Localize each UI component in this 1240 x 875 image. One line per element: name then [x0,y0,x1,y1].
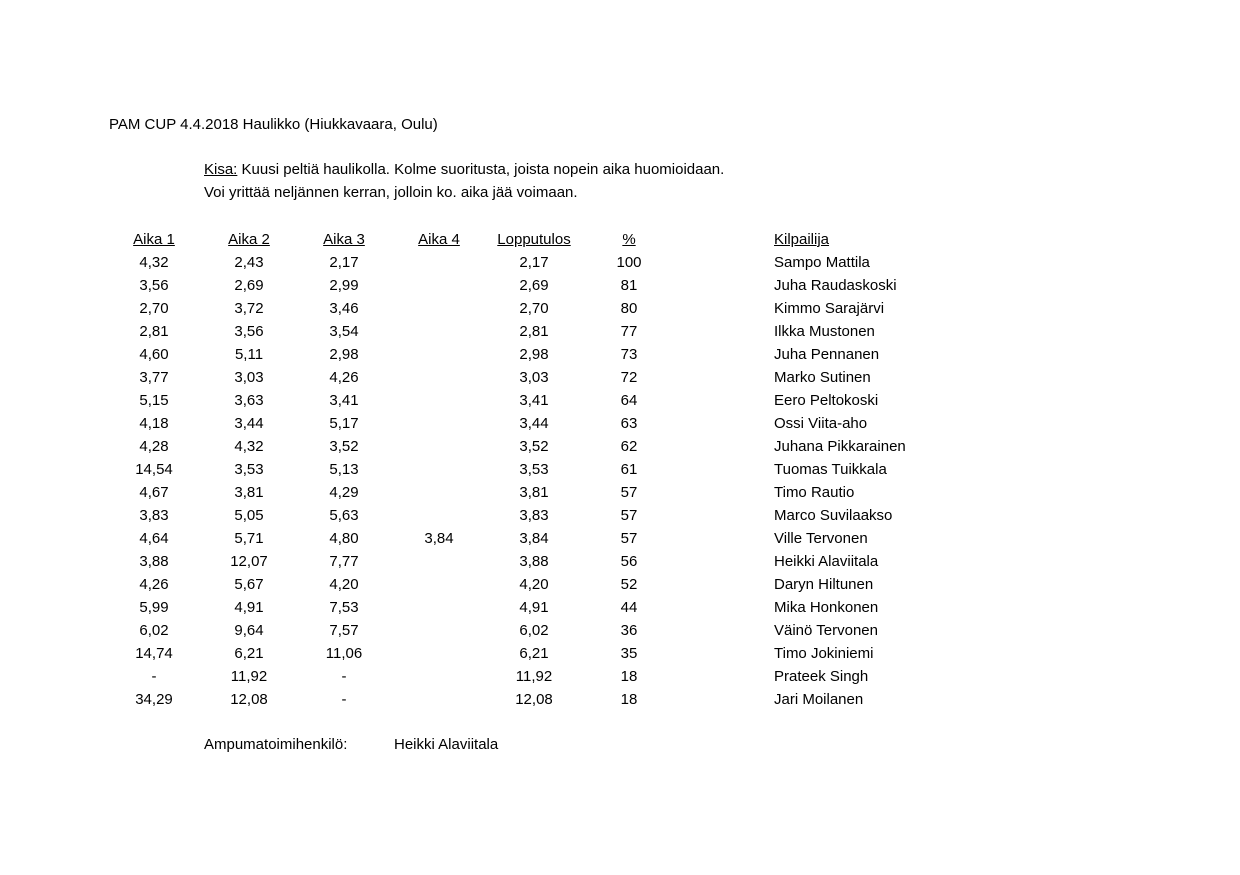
cell-aika-2: 11,92 [230,668,268,685]
table-row [0,690,1240,713]
cell-percent: 18 [620,691,638,708]
cell-aika-1: 3,77 [139,369,169,386]
cell-aika-3: 7,77 [329,553,359,570]
cell-lopputulos: 3,81 [519,484,549,501]
cell-aika-2: 12,08 [230,691,268,708]
cell-lopputulos: 4,91 [519,599,549,616]
table-row [0,483,1240,506]
table-row [0,414,1240,437]
cell-percent: 63 [620,415,638,432]
cell-kilpailija: Juha Pennanen [774,346,880,363]
cell-aika-1: - [151,668,157,685]
table-row [0,276,1240,299]
cell-lopputulos: 4,20 [519,576,549,593]
cell-aika-2: 3,53 [234,461,264,478]
cell-lopputulos: 2,98 [519,346,549,363]
cell-aika-2: 4,32 [234,438,264,455]
table-row [0,437,1240,460]
cell-lopputulos: 2,70 [519,300,549,317]
cell-aika-1: 6,02 [139,622,169,639]
cell-aika-1: 2,81 [139,323,169,340]
cell-kilpailija: Jari Moilanen [774,691,864,708]
cell-lopputulos: 11,92 [515,668,553,685]
cell-aika-2: 12,07 [230,553,268,570]
cell-percent: 36 [620,622,638,639]
cell-percent: 72 [620,369,638,386]
cell-kilpailija: Ossi Viita-aho [774,415,868,432]
page-title: PAM CUP 4.4.2018 Haulikko (Hiukkavaara, Oulu) [109,116,438,133]
cell-lopputulos: 6,02 [519,622,549,639]
table-row [0,552,1240,575]
cell-lopputulos: 3,84 [519,530,549,547]
cell-aika-3: 4,80 [329,530,359,547]
header-percent: % [622,231,636,248]
cell-kilpailija: Väinö Tervonen [774,622,878,639]
cell-percent: 57 [620,507,638,524]
cell-aika-3: 4,20 [329,576,359,593]
cell-aika-3: 3,46 [329,300,359,317]
cell-lopputulos: 3,53 [519,461,549,478]
table-row [0,667,1240,690]
header-aika-3: Aika 3 [323,231,365,248]
cell-percent: 80 [620,300,638,317]
cell-lopputulos: 3,52 [519,438,549,455]
cell-percent: 64 [620,392,638,409]
cell-aika-3: 5,17 [329,415,359,432]
cell-kilpailija: Juha Raudaskoski [774,277,897,294]
cell-aika-2: 3,72 [234,300,264,317]
cell-aika-1: 3,56 [139,277,169,294]
cell-aika-2: 9,64 [234,622,264,639]
cell-kilpailija: Marco Suvilaakso [774,507,893,524]
cell-percent: 18 [620,668,638,685]
cell-aika-3: 5,13 [329,461,359,478]
official-label: Ampumatoimihenkilö: [204,736,348,753]
table-row [0,575,1240,598]
cell-kilpailija: Mika Honkonen [774,599,879,616]
cell-aika-1: 3,88 [139,553,169,570]
table-header-row [0,230,1240,253]
cell-lopputulos: 6,21 [519,645,549,662]
cell-aika-3: 3,54 [329,323,359,340]
table-row [0,644,1240,667]
cell-aika-3: - [341,691,347,708]
table-row [0,299,1240,322]
cell-aika-3: 4,29 [329,484,359,501]
cell-percent: 100 [616,254,642,271]
cell-lopputulos: 2,81 [519,323,549,340]
cell-kilpailija: Prateek Singh [774,668,869,685]
cell-aika-3: 2,98 [329,346,359,363]
cell-aika-2: 5,67 [234,576,264,593]
cell-lopputulos: 2,69 [519,277,549,294]
table-row [0,368,1240,391]
header-aika-4: Aika 4 [418,231,460,248]
cell-aika-4: 3,84 [424,530,454,547]
cell-aika-1: 34,29 [135,691,173,708]
table-row [0,529,1240,552]
table-row [0,391,1240,414]
cell-lopputulos: 3,44 [519,415,549,432]
cell-aika-2: 4,91 [234,599,264,616]
cell-aika-3: 3,41 [329,392,359,409]
cell-kilpailija: Juhana Pikkarainen [774,438,906,455]
cell-lopputulos: 3,88 [519,553,549,570]
cell-aika-2: 3,03 [234,369,264,386]
description-label: Kisa: [204,161,238,178]
cell-lopputulos: 3,83 [519,507,549,524]
cell-lopputulos: 3,41 [519,392,549,409]
header-lopputulos: Lopputulos [497,231,571,248]
cell-aika-3: - [341,668,347,685]
cell-aika-2: 3,44 [234,415,264,432]
cell-lopputulos: 12,08 [515,691,553,708]
cell-percent: 77 [620,323,638,340]
cell-aika-3: 5,63 [329,507,359,524]
cell-aika-3: 3,52 [329,438,359,455]
cell-aika-1: 4,28 [139,438,169,455]
cell-percent: 73 [620,346,638,363]
table-row [0,506,1240,529]
cell-percent: 81 [620,277,638,294]
cell-aika-1: 4,32 [139,254,169,271]
cell-aika-2: 5,11 [234,346,264,363]
cell-aika-3: 11,06 [325,645,363,662]
cell-aika-3: 4,26 [329,369,359,386]
cell-kilpailija: Kimmo Sarajärvi [774,300,885,317]
official-name: Heikki Alaviitala [394,736,499,753]
cell-aika-2: 3,56 [234,323,264,340]
cell-aika-2: 2,43 [234,254,264,271]
cell-aika-2: 3,81 [234,484,264,501]
cell-kilpailija: Tuomas Tuikkala [774,461,887,478]
cell-aika-1: 2,70 [139,300,169,317]
cell-aika-2: 5,05 [234,507,264,524]
cell-aika-3: 2,17 [329,254,359,271]
cell-aika-1: 5,15 [139,392,169,409]
table-row [0,621,1240,644]
cell-percent: 56 [620,553,638,570]
cell-percent: 57 [620,484,638,501]
table-row [0,598,1240,621]
cell-kilpailija: Timo Jokiniemi [774,645,874,662]
results-table [0,230,1240,713]
cell-kilpailija: Eero Peltokoski [774,392,879,409]
cell-kilpailija: Timo Rautio [774,484,855,501]
header-kilpailija: Kilpailija [774,231,830,248]
table-row [0,253,1240,276]
cell-aika-2: 6,21 [234,645,264,662]
cell-percent: 62 [620,438,638,455]
table-row [0,460,1240,483]
cell-kilpailija: Ilkka Mustonen [774,323,875,340]
cell-aika-1: 4,60 [139,346,169,363]
cell-kilpailija: Marko Sutinen [774,369,871,386]
cell-kilpailija: Sampo Mattila [774,254,870,271]
cell-aika-1: 14,54 [135,461,173,478]
cell-kilpailija: Daryn Hiltunen [774,576,874,593]
description-text-1: Kuusi peltiä haulikolla. Kolme suoritusta, joista nopein aika huomioidaan. [241,161,725,178]
header-aika-1: Aika 1 [133,231,175,248]
table-row [0,322,1240,345]
cell-aika-3: 2,99 [329,277,359,294]
cell-percent: 61 [620,461,638,478]
cell-aika-3: 7,57 [329,622,359,639]
table-row [0,345,1240,368]
cell-aika-2: 5,71 [234,530,264,547]
cell-aika-1: 4,67 [139,484,169,501]
cell-aika-1: 4,26 [139,576,169,593]
cell-percent: 57 [620,530,638,547]
cell-kilpailija: Heikki Alaviitala [774,553,879,570]
cell-aika-1: 4,18 [139,415,169,432]
cell-aika-2: 3,63 [234,392,264,409]
description-line-1 [204,161,724,178]
cell-kilpailija: Ville Tervonen [774,530,868,547]
cell-aika-1: 4,64 [139,530,169,547]
description-line-2: Voi yrittää neljännen kerran, jolloin ko. aika jää voimaan. [204,184,578,201]
cell-percent: 44 [620,599,638,616]
cell-percent: 35 [620,645,638,662]
cell-aika-1: 14,74 [135,645,173,662]
cell-percent: 52 [620,576,638,593]
cell-lopputulos: 3,03 [519,369,549,386]
cell-aika-1: 3,83 [139,507,169,524]
cell-aika-3: 7,53 [329,599,359,616]
cell-aika-2: 2,69 [234,277,264,294]
cell-lopputulos: 2,17 [519,254,549,271]
cell-aika-1: 5,99 [139,599,169,616]
header-aika-2: Aika 2 [228,231,270,248]
